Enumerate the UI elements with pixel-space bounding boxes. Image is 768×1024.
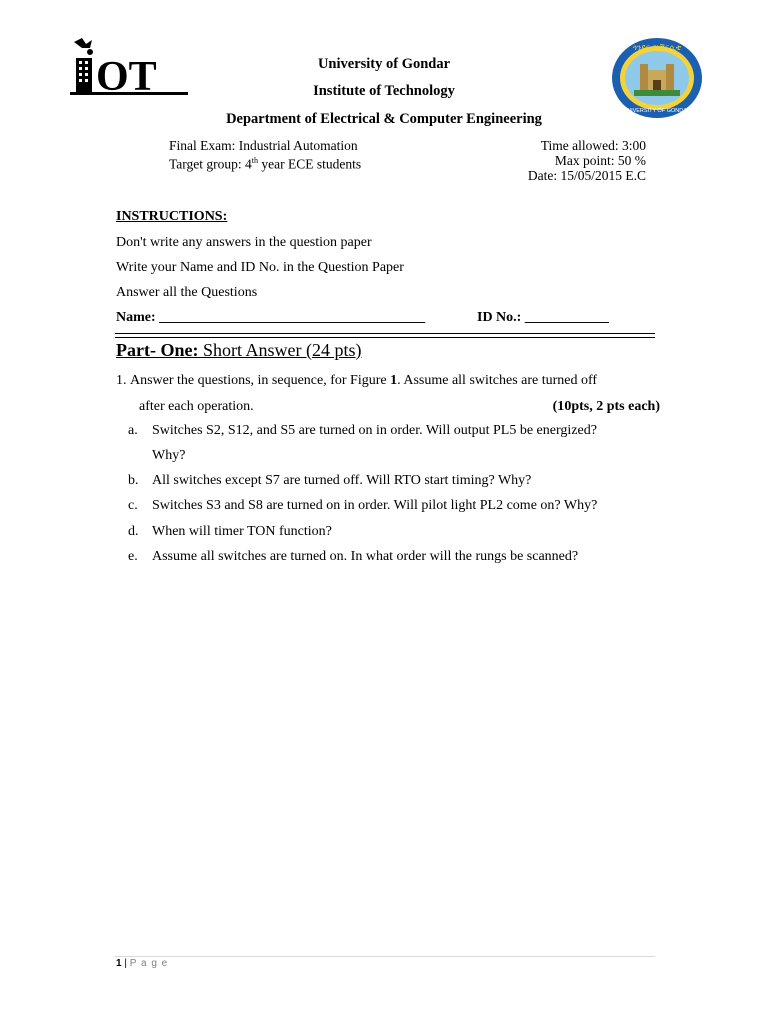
target-group [169,153,361,172]
divider-top [115,333,655,334]
instruction-line: Don't write any answers in the question paper [116,235,372,250]
instructions-heading: INSTRUCTIONS: [116,209,228,224]
exam-title: Final Exam: Industrial Automation [169,138,358,153]
item-text: Why? [152,448,186,463]
points-close: ) [655,399,660,414]
target-group-sup: th [251,156,259,165]
page-footer [116,958,168,969]
item-text: Switches S2, S12, and S5 are turned on in order. Will output PL5 be energized? [152,423,597,438]
question-number: 1. [116,373,127,388]
page-separator: | [121,958,130,969]
institute-title: Institute of Technology [313,83,455,99]
university-seal [610,36,704,120]
item-text: Assume all switches are turned on. In what order will the rungs be scanned? [152,549,579,564]
target-group-suffix: year ECE students [258,156,362,172]
item-letter: d. [128,524,139,539]
question-text-continued: after each operation. [139,399,254,414]
question-text [130,373,597,389]
part-one-title: Part- One: [116,340,199,360]
footer-rule [115,956,655,957]
question-text-a: Answer the questions, in sequence, for Figure [130,373,391,388]
item-letter: c. [128,498,138,513]
item-text: All switches except S7 are turned off. Will RTO start timing? Why? [152,473,532,488]
question-text-b: . Assume all switches are turned off [397,373,598,388]
instruction-line: Write your Name and ID No. in the Question Paper [116,260,404,275]
seal-bottom-text: UNIVERSITY OF GONDAR [623,108,691,114]
time-allowed: Time allowed: 3:00 [540,138,646,153]
name-field-label: Name: ______________________________________ [116,310,426,325]
points-mid: 0pts, 2 pts each [564,399,656,414]
divider-bottom [115,337,655,338]
iot-logo-letters: OT [96,54,157,98]
page-word: P a g e [129,958,169,969]
department-title: Department of Electrical & Computer Engineering [226,111,542,127]
item-letter: b. [128,473,139,488]
item-letter: a. [128,423,138,438]
item-letter: e. [128,549,138,564]
instruction-line: Answer all the Questions [116,285,258,300]
exam-date: Date: 15/05/2015 E.C [527,168,646,183]
target-group-prefix: Target group: 4 [169,156,252,172]
figure-ref: 1 [390,373,398,388]
points-open: (1 [552,399,565,414]
max-point: Max point: 50 % [554,153,646,168]
seal-top-text: ጎንደር ዩኒቨርሲቲ [632,43,682,52]
university-title: University of Gondar [317,56,451,72]
id-field-label: ID No.: ____________ [477,310,609,325]
university-seal-graphic [610,36,704,120]
page-number: 1 [116,958,122,969]
item-text: Switches S3 and S8 are turned on in order. Will pilot light PL2 come on? Why? [152,498,598,513]
part-one-heading [116,340,361,361]
question-points [553,399,660,415]
item-text: When will timer TON function? [152,524,332,539]
part-one-subtitle: Short Answer (24 pts) [198,340,362,360]
